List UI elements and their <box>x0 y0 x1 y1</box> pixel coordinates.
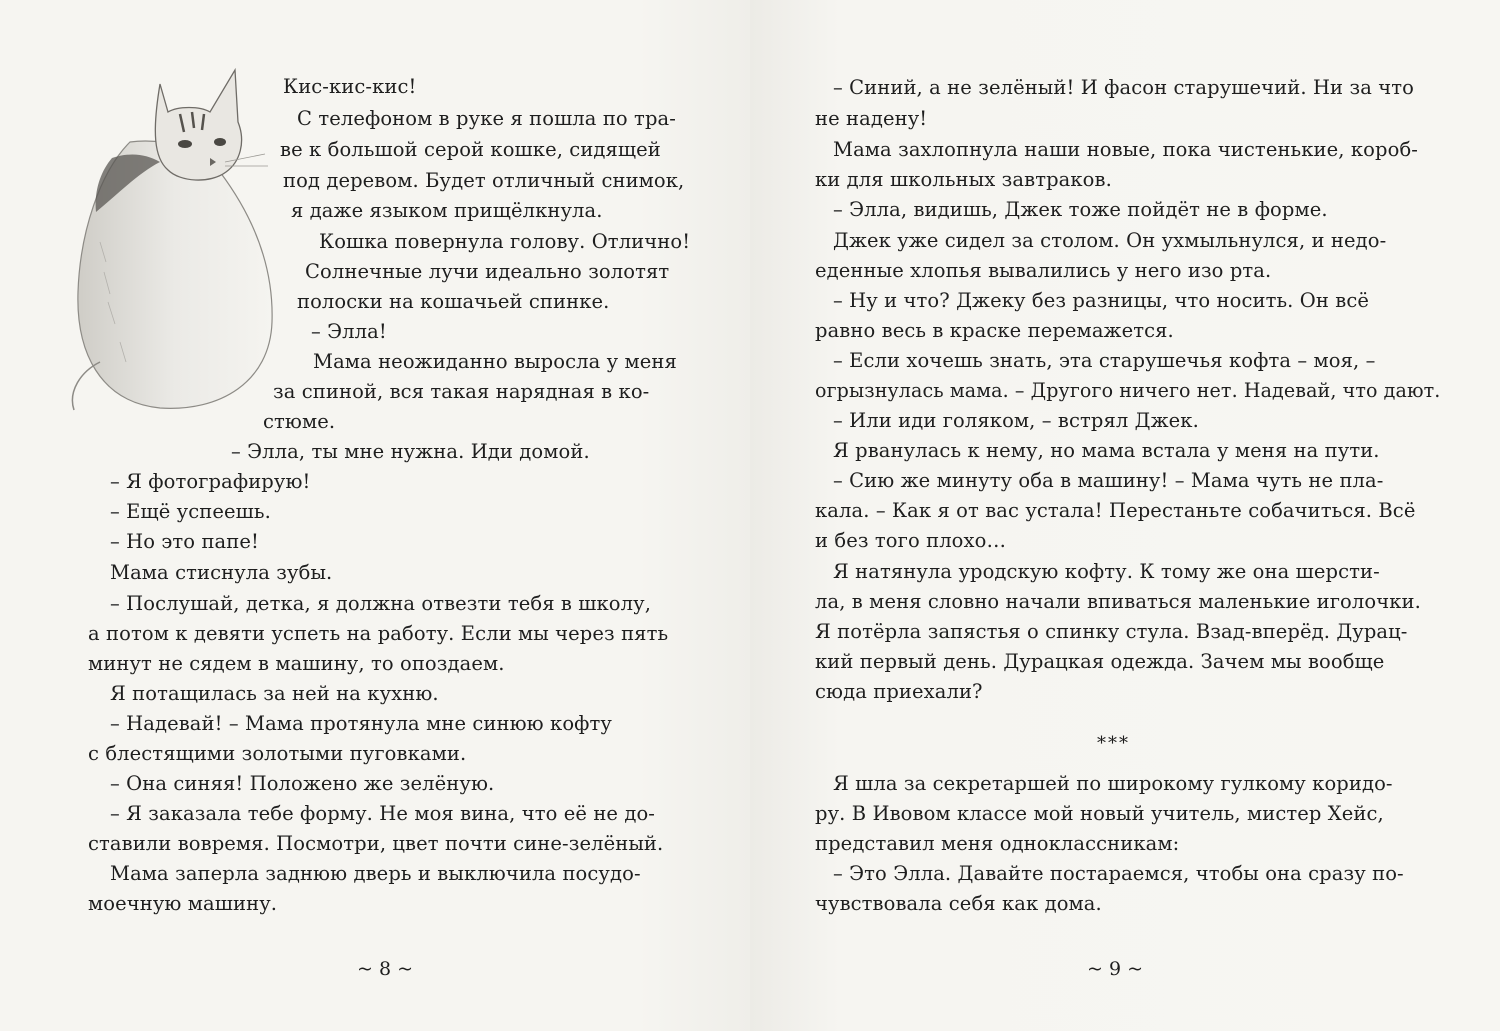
text-line: огрызнулась мама. – Другого ничего нет. Надевай, что дают. <box>815 379 1441 402</box>
text-line: полоски на кошачьей спинке. <box>297 290 610 313</box>
text-line: – Элла! <box>311 320 387 343</box>
text-line: а потом к девяти успеть на работу. Если мы через пять <box>88 622 669 645</box>
text-line: – Ну и что? Джеку без разницы, что носить. Он всё <box>833 289 1369 312</box>
text-line: – Я фотографирую! <box>110 470 311 493</box>
text-line: сюда приехали? <box>815 680 983 703</box>
text-line: стюме. <box>263 410 336 433</box>
text-line: Кошка повернула голову. Отлично! <box>319 230 691 253</box>
text-line: – Я заказала тебе форму. Не моя вина, что её не до- <box>110 802 655 825</box>
cat-illustration <box>60 62 280 422</box>
page-number: ~ 8 ~ <box>356 958 413 980</box>
text-line: еденные хлопья вывалились у него изо рта. <box>815 259 1272 282</box>
text-line: Джек уже сидел за столом. Он ухмыльнулся, и недо- <box>833 229 1387 252</box>
text-line: – Ещё успеешь. <box>110 500 271 523</box>
section-divider: *** <box>1097 733 1130 754</box>
text-line: Мама неожиданно выросла у меня <box>313 350 677 373</box>
text-line: – Сию же минуту оба в машину! – Мама чуть не пла- <box>833 469 1384 492</box>
text-line: ставили вовремя. Посмотри, цвет почти сине-зелёный. <box>88 832 664 855</box>
text-line: моечную машину. <box>88 892 278 915</box>
text-line: Мама стиснула зубы. <box>110 561 333 584</box>
text-line: Мама захлопнула наши новые, пока чистенькие, короб- <box>833 138 1418 161</box>
text-line: Я потёрла запястья о спинку стула. Взад-вперёд. Дурац- <box>815 620 1408 643</box>
text-line: Солнечные лучи идеально золотят <box>305 260 670 283</box>
text-line: С телефоном в руке я пошла по тра- <box>297 107 676 130</box>
text-line: чувствовала себя как дома. <box>815 892 1102 915</box>
text-line: – Но это папе! <box>110 530 259 553</box>
text-line: Я потащилась за ней на кухню. <box>110 682 439 705</box>
text-line: кий первый день. Дурацкая одежда. Зачем мы вообще <box>815 650 1385 673</box>
text-line: равно весь в краске перемажется. <box>815 319 1174 342</box>
right-page <box>750 0 1500 1031</box>
text-line: Я натянула уродскую кофту. К тому же она шерсти- <box>833 560 1380 583</box>
text-line: под деревом. Будет отличный снимок, <box>283 169 685 192</box>
text-line: – Послушай, детка, я должна отвезти тебя в школу, <box>110 592 651 615</box>
text-line: ве к большой серой кошке, сидящей <box>280 138 661 161</box>
text-line: не надену! <box>815 107 928 130</box>
text-line: – Элла, ты мне нужна. Иди домой. <box>231 440 590 463</box>
text-line: – Или иди голяком, – встрял Джек. <box>833 409 1199 432</box>
text-line: – Элла, видишь, Джек тоже пойдёт не в форме. <box>833 198 1328 221</box>
text-line: Я рванулась к нему, но мама встала у меня на пути. <box>833 439 1380 462</box>
text-line: Мама заперла заднюю дверь и выключила посудо- <box>110 862 641 885</box>
text-line: – Если хочешь знать, эта старушечья кофта – моя, – <box>833 349 1376 372</box>
text-line: представил меня одноклассникам: <box>815 832 1180 855</box>
text-line: я даже языком прищёлкнула. <box>291 199 603 222</box>
text-line: и без того плохо… <box>815 529 1007 552</box>
text-line: – Она синяя! Положено же зелёную. <box>110 772 495 795</box>
text-line: – Синий, а не зелёный! И фасон старушечий. Ни за что <box>833 76 1414 99</box>
text-line: минут не сядем в машину, то опоздаем. <box>88 652 505 675</box>
text-line: с блестящими золотыми пуговками. <box>88 742 467 765</box>
page-number: ~ 9 ~ <box>1086 958 1143 980</box>
text-line: кала. – Как я от вас устала! Перестаньте собачиться. Всё <box>815 499 1416 522</box>
text-line: – Это Элла. Давайте постараемся, чтобы она сразу по- <box>833 862 1404 885</box>
text-line: Кис-кис-кис! <box>283 75 417 98</box>
text-line: Я шла за секретаршей по широкому гулкому коридо- <box>833 772 1393 795</box>
text-line: ла, в меня словно начали впиваться маленькие иголочки. <box>815 590 1421 613</box>
text-line: – Надевай! – Мама протянула мне синюю кофту <box>110 712 613 735</box>
text-line: ки для школьных завтраков. <box>815 168 1112 191</box>
text-line: за спиной, вся такая нарядная в ко- <box>273 380 650 403</box>
text-line: ру. В Ивовом классе мой новый учитель, мистер Хейс, <box>815 802 1384 825</box>
